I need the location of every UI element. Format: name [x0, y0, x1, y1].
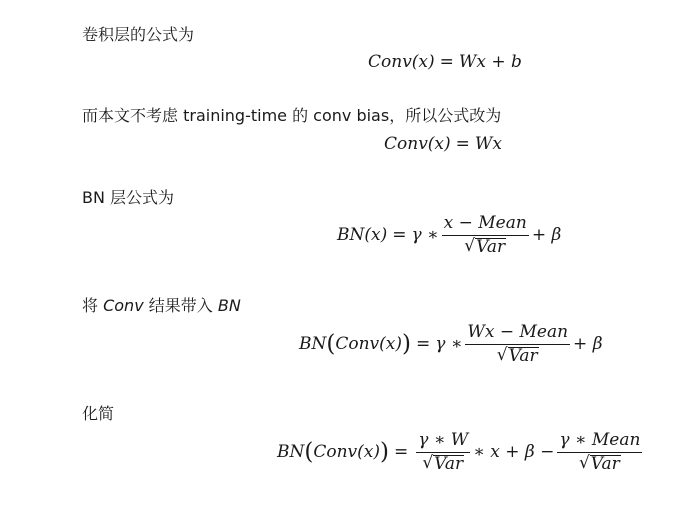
eq5-sqrt-icon-2: √ [578, 453, 590, 473]
text-substitute-bn-term: BN [217, 296, 241, 315]
text-simplify: 化简 [82, 404, 115, 423]
eq5-fraction-1 [416, 431, 470, 473]
eq1-rhs: Wx + b [458, 52, 522, 72]
eq4-paren-open: ( [326, 331, 336, 357]
eq3-lhs: BN(x) [337, 225, 388, 245]
eq5-denominator-1 [422, 453, 464, 473]
equation-simplified [277, 431, 645, 473]
eq2-lhs: Conv(x) [384, 134, 451, 154]
eq4-denominator [497, 345, 539, 365]
eq5-radicand-2: Var [590, 454, 620, 474]
eq4-fraction [465, 323, 570, 365]
eq5-lhs-fn: BN [277, 442, 305, 462]
equation-bn-of-conv [299, 323, 603, 365]
text-substitute-conv-term: Conv [103, 296, 144, 315]
eq4-radicand: Var [508, 346, 538, 366]
eq5-denominator-2 [579, 453, 621, 473]
eq3-denominator [464, 236, 506, 256]
equation-conv-no-bias [384, 134, 502, 154]
eq3-numerator: x − Mean [442, 214, 529, 236]
text-substitute-a: 将 [82, 296, 104, 315]
eq5-sqrt-icon-1: √ [422, 453, 434, 473]
eq5-paren-close: ) [380, 439, 389, 465]
eq4-lhs-inner: Conv(x) [335, 334, 403, 354]
text-substitute-conv [82, 296, 241, 316]
text-bn-formula-intro: BN 层公式为 [82, 188, 175, 207]
equation-bn [337, 214, 561, 256]
eq3-tail: + β [531, 225, 562, 245]
eq3-fraction [442, 214, 529, 256]
eq2-rhs: Wx [474, 134, 502, 154]
equation-conv-with-bias [368, 52, 522, 72]
eq5-numerator-2: γ ∗ Mean [557, 431, 642, 453]
eq3-sqrt-icon: √ [464, 236, 476, 256]
eq4-numerator: Wx − Mean [465, 323, 570, 345]
eq3-radicand: Var [476, 237, 506, 257]
eq5-numerator-1: γ ∗ W [416, 431, 470, 453]
eq4-paren-close: ) [402, 331, 411, 357]
eq5-middle: ∗ x + β − [473, 442, 555, 462]
eq5-equals: = [394, 442, 409, 462]
text-no-bias-note: 而本文不考虑 training-time 的 conv bias，所以公式改为 [82, 106, 502, 125]
eq1-lhs: Conv(x) [368, 52, 435, 72]
eq3-gamma: γ ∗ [411, 225, 439, 245]
eq3-equals: = [392, 225, 407, 245]
eq4-sqrt-icon: √ [496, 345, 508, 365]
text-substitute-b: 结果带入 [143, 296, 218, 315]
eq4-equals: = [416, 334, 431, 354]
eq5-paren-open: ( [304, 439, 314, 465]
eq5-fraction-2 [557, 431, 642, 473]
eq2-equals: = [455, 134, 470, 154]
eq4-lhs-fn: BN [299, 334, 327, 354]
eq5-radicand-1: Var [434, 454, 464, 474]
eq4-gamma: γ ∗ [435, 334, 463, 354]
eq5-lhs-inner: Conv(x) [313, 442, 381, 462]
eq4-tail: + β [573, 334, 603, 354]
eq1-equals: = [439, 52, 454, 72]
text-conv-formula-intro: 卷积层的公式为 [82, 25, 195, 44]
